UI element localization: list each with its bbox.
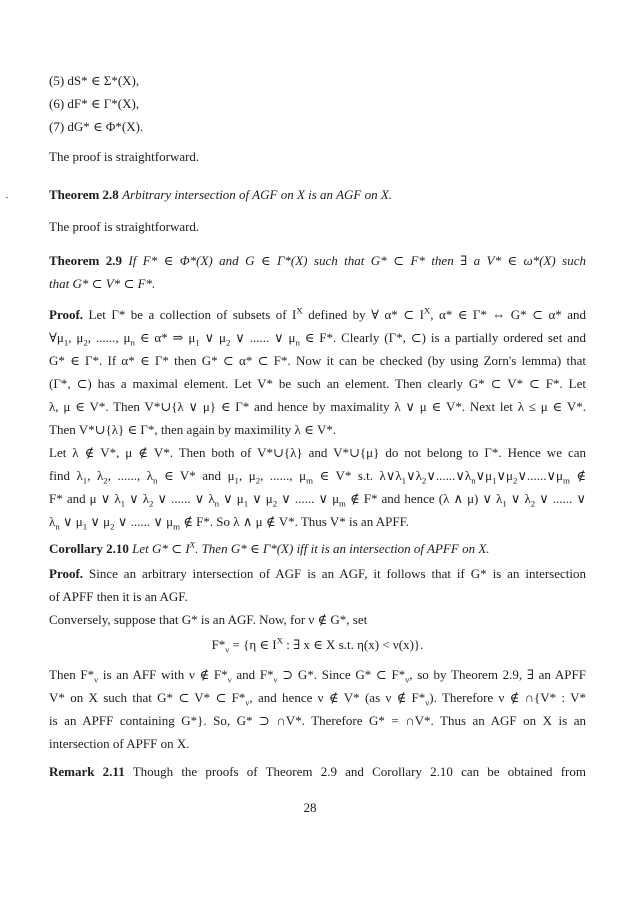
corollary-2-10-label: Corollary 2.10 — [49, 541, 129, 556]
page-content — [49, 69, 586, 783]
proof-2-9-line-4: (Γ*, ⊂) has a maximal element. Let V* be such an element. Then clearly G* ⊂ V* ⊂ F*. Let — [49, 376, 586, 391]
proof-2-10-line-2: of APFF then it is an AGF. — [49, 589, 188, 604]
proof-2-9 — [49, 303, 586, 533]
proof-2-9-line-7: Let λ ∉ V*, μ ∉ V*. Then both of V*∪{λ} and V*∪{μ} do not belong to Γ*. Hence we can — [49, 445, 586, 460]
proof-2-10-cont-line-4: intersection of APFF on X. — [49, 736, 190, 751]
theorem-2-9-line — [49, 249, 586, 272]
theorem-2-8-body: Arbitrary intersection of AGF on X is an AGF on X. — [122, 187, 393, 202]
proof-2-9-label: Proof. — [49, 307, 84, 322]
proof-2-10-line-1 — [49, 562, 586, 585]
proof-2-9-line-6: Then V*∪{λ} ∈ Γ*, then again by maximility λ ∈ V*. — [49, 422, 337, 437]
theorem-2-9 — [49, 249, 586, 295]
remark-2-11-body: Though the proofs of Theorem 2.9 and Corollary 2.10 can be obtained from — [132, 764, 586, 779]
proof-2-10-continuation — [49, 663, 586, 755]
proof-2-9-line-5: λ, μ ∈ V*. Then V*∪{λ ∨ μ} ∈ Γ* and hence by maximality λ ∨ μ ∈ V*. Next let λ ≤ μ ∈ V*. — [49, 399, 586, 414]
displayed-formula: $F*_\nu = \{\eta$ ∈ $I^X$ : ∃ x ∈ X s.t. η(x) < ν(x)}. — [211, 635, 424, 655]
proof-2-10-cont-line-2: V* on X such that G* ⊂ V* ⊂ $F*_\nu$, and hence ν ∉ V* (as ν ∉ $F*_\nu$). Therefore ν ∉ ∩{V* : V* — [49, 690, 587, 708]
proof-2-9-text-line-1: Let Γ* be a collection of subsets of $I^X$ defined by ∀ α* ⊂ $I^X$, α* ∈ Γ* ⇔ G* ⊂ α* and — [88, 305, 587, 322]
margin-stray-mark: ` — [4, 193, 12, 209]
proof-2-10-cont-line-3: is an APFF containing G*}. So, G* ⊃ ∩V*. Therefore G* = ∩V*. Thus an AGF on X is an — [49, 713, 586, 728]
proof-2-10-text-line-1: Since an arbitrary intersection of AGF is an AGF, it follows that if G* is an intersection — [89, 566, 587, 581]
condition-item-7: (7) dG* ∈ Φ*(X). — [49, 119, 144, 134]
proof-2-9-line-9: F* and μ ∨ $\lambda_1$ ∨ $\lambda_2$ ∨ ...... ∨ $\lambda_n$ ∨ $\mu_1$ ∨ $\mu_2$ ∨ ...... ∨ $\mu_m$ ∉ F* and hence (λ ∧ μ) ∨ $\lambda_1$ ∨ $\lambda_2$ ∨ ...... ∨ — [49, 491, 586, 509]
proof-2-9-line-8: find $\lambda_1$, $\lambda_2$, ......, $\lambda_n$ ∈ V* and $\mu_1$, $\mu_2$, ......, $\mu_m$ ∈ V* s.t. $\lambda\vee\lambda_1\vee\lambda_2\vee......\vee\lambda_n\vee\mu_1\vee\mu_2\vee......\vee\mu_m$ ∉ — [49, 468, 586, 486]
proof-note-2: The proof is straightforward. — [49, 219, 200, 234]
proof-note-1: The proof is straightforward. — [49, 149, 200, 164]
remark-2-11 — [49, 760, 586, 783]
proof-2-9-line-3: G* ∈ Γ*. If α* ∈ Γ* then G* ⊂ α* ⊂ F*. Now it can be checked (by using Zorn's lemma) that — [49, 353, 586, 368]
corollary-2-10 — [49, 537, 586, 560]
theorem-2-9-label: Theorem 2.9 — [49, 253, 122, 268]
condition-item-6: (6) dF* ∈ Γ*(X), — [49, 96, 140, 111]
page-number: 28 — [303, 800, 317, 815]
proof-2-10-label: Proof. — [49, 566, 84, 581]
proof-2-10-cont-line-1: Then $F*_\nu$ is an AFF with ν ∉ $F*_\nu$ and $F*_\nu$ ⊃ G*. Since G* ⊂ $F*_\nu$, so by Theorem 2.9, ∃ an APFF — [49, 667, 586, 685]
proof-2-9-line-10: $\lambda_n$ ∨ $\mu_1$ ∨ $\mu_2$ ∨ ...... ∨ $\mu_m$ ∉ F*. So λ ∧ μ ∉ V*. Thus V* is an APFF. — [49, 514, 410, 532]
proof-2-9-line-2: $\forall\mu_1$, $\mu_2$, ......, $\mu_n$ ∈ α* ⇒ $\mu_1$ ∨ $\mu_2$ ∨ ...... ∨ $\mu_n$ ∈ F*. Clearly (Γ*, ⊂) is a partially ordered set and — [49, 330, 586, 348]
theorem-2-9-body-line-1: If F* ∈ Φ*(X) and G ∈ Γ*(X) such that G* ⊂ F* then ∃ a V* ∈ ω*(X) such — [128, 253, 587, 268]
proof-2-10 — [49, 562, 586, 631]
proof-2-9-line-1 — [49, 303, 586, 326]
theorem-2-9-body-line-2: that G* ⊂ V* ⊂ F*. — [49, 276, 156, 291]
remark-2-11-label: Remark 2.11 — [49, 764, 125, 779]
theorem-2-8-label: Theorem 2.8 — [49, 187, 119, 202]
conditions-list — [49, 69, 586, 138]
corollary-2-10-body: Let G* ⊂ $I^X$. Then G* ∈ Γ*(X) iff it is an intersection of APFF on X. — [132, 539, 490, 556]
theorem-2-8 — [49, 183, 586, 206]
proof-2-10-line-3: Conversely, suppose that G* is an AGF. Now, for ν ∉ G*, set — [49, 612, 368, 627]
condition-item-5: (5) dS* ∈ Σ*(X), — [49, 73, 140, 88]
